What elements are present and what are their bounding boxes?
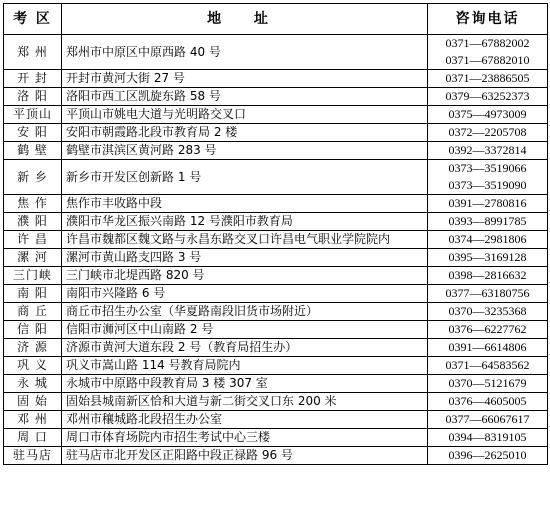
table-row: [4, 411, 548, 429]
table-row: [4, 195, 548, 213]
area-cell: 濮 阳: [4, 213, 62, 231]
phone-number: 0379—63252373: [445, 89, 530, 103]
address-cell: 驻马店市北开发区正阳路中段正禄路 96 号: [62, 447, 428, 465]
area-cell: 漯 河: [4, 249, 62, 267]
area-cell: 开 封: [4, 70, 62, 88]
address-cell: 许昌市魏都区魏文路与永昌东路交叉口许昌电气职业学院院内: [62, 231, 428, 249]
phone-cell: [428, 124, 548, 142]
phone-cell: [428, 70, 548, 88]
header-area: 考 区: [4, 4, 62, 35]
phone-cell: [428, 375, 548, 393]
exam-area-contact-table: [3, 3, 548, 465]
address-cell: 安阳市朝霞路北段市教育局 2 楼: [62, 124, 428, 142]
address-cell: 永城市中原路中段教育局 3 楼 307 室: [62, 375, 428, 393]
header-address: 地 址: [62, 4, 428, 35]
phone-cell: [428, 285, 548, 303]
phone-number: 0396—2625010: [448, 448, 527, 462]
phone-cell: [428, 106, 548, 124]
area-cell: 焦 作: [4, 195, 62, 213]
table-row: [4, 88, 548, 106]
phone-number: 0371—64583562: [445, 358, 530, 372]
table-row: [4, 124, 548, 142]
phone-cell: [428, 195, 548, 213]
area-cell: 许 昌: [4, 231, 62, 249]
phone-number: 0393—8991785: [448, 214, 527, 228]
phone-cell: [428, 267, 548, 285]
phone-number: 0377—66067617: [445, 412, 530, 426]
table-row: [4, 339, 548, 357]
phone-number: 0392—3372814: [448, 143, 527, 157]
area-cell: 鹤 壁: [4, 142, 62, 160]
area-cell: 郑 州: [4, 35, 62, 70]
area-cell: 洛 阳: [4, 88, 62, 106]
phone-cell: [428, 411, 548, 429]
phone-number: 0371—67882010: [445, 53, 530, 67]
header-phone: 咨询电话: [428, 4, 548, 35]
phone-cell: [428, 35, 548, 70]
address-cell: 三门峡市北堤西路 820 号: [62, 267, 428, 285]
address-cell: 商丘市招生办公室（华夏路南段旧货市场附近）: [62, 303, 428, 321]
phone-number: 0391—2780816: [448, 196, 527, 210]
area-cell: 信 阳: [4, 321, 62, 339]
area-cell: 固 始: [4, 393, 62, 411]
table-header-row: [4, 4, 548, 35]
table-row: [4, 321, 548, 339]
table-row: [4, 249, 548, 267]
phone-cell: [428, 88, 548, 106]
area-cell: 永 城: [4, 375, 62, 393]
phone-number: 0376—4605005: [448, 394, 527, 408]
phone-number: 0398—2816632: [448, 268, 527, 282]
phone-cell: [428, 321, 548, 339]
address-cell: 信阳市浉河区中山南路 2 号: [62, 321, 428, 339]
area-cell: 商 丘: [4, 303, 62, 321]
phone-number: 0377—63180756: [445, 286, 530, 300]
phone-cell: [428, 303, 548, 321]
address-cell: 焦作市丰收路中段: [62, 195, 428, 213]
area-cell: 平顶山: [4, 106, 62, 124]
phone-number: 0370—3235368: [448, 304, 527, 318]
address-cell: 濮阳市华龙区振兴南路 12 号濮阳市教育局: [62, 213, 428, 231]
address-cell: 郑州市中原区中原西路 40 号: [62, 35, 428, 70]
phone-cell: [428, 339, 548, 357]
table-row: [4, 142, 548, 160]
address-cell: 固始县城南新区恰和大道与新二街交叉口东 200 米: [62, 393, 428, 411]
area-cell: 南 阳: [4, 285, 62, 303]
address-cell: 济源市黄河大道东段 2 号（教育局招生办）: [62, 339, 428, 357]
phone-cell: [428, 429, 548, 447]
table-row: [4, 106, 548, 124]
phone-number: 0376—6227762: [448, 322, 527, 336]
table-row: [4, 375, 548, 393]
phone-cell: [428, 249, 548, 267]
phone-cell: [428, 393, 548, 411]
table-row: [4, 267, 548, 285]
table-row: [4, 303, 548, 321]
phone-cell: [428, 142, 548, 160]
address-cell: 新乡市开发区创新路 1 号: [62, 160, 428, 195]
table-row: [4, 429, 548, 447]
phone-number: 0370—5121679: [448, 376, 527, 390]
phone-number: 0374—2981806: [448, 232, 527, 246]
area-cell: 邓 州: [4, 411, 62, 429]
area-cell: 济 源: [4, 339, 62, 357]
address-cell: 南阳市兴隆路 6 号: [62, 285, 428, 303]
address-cell: 开封市黄河大街 27 号: [62, 70, 428, 88]
phone-number: 0391—6614806: [448, 340, 527, 354]
area-cell: 安 阳: [4, 124, 62, 142]
address-cell: 巩义市嵩山路 114 号教育局院内: [62, 357, 428, 375]
address-cell: 邓州市穰城路北段招生办公室: [62, 411, 428, 429]
phone-cell: [428, 231, 548, 249]
table-row: [4, 70, 548, 88]
table-row: [4, 231, 548, 249]
address-cell: 漯河市黄山路支四路 3 号: [62, 249, 428, 267]
address-cell: 洛阳市西工区凯旋东路 58 号: [62, 88, 428, 106]
phone-number: 0371—23886505: [445, 71, 530, 85]
address-cell: 周口市体育场院内市招生考试中心三楼: [62, 429, 428, 447]
table-row: [4, 357, 548, 375]
address-cell: 鹤壁市淇滨区黄河路 283 号: [62, 142, 428, 160]
area-cell: 三门峡: [4, 267, 62, 285]
table-row: [4, 447, 548, 465]
area-cell: 驻马店: [4, 447, 62, 465]
phone-number: 0372—2205708: [448, 125, 527, 139]
table-row: [4, 35, 548, 70]
area-cell: 巩 义: [4, 357, 62, 375]
phone-cell: [428, 160, 548, 195]
table-row: [4, 160, 548, 195]
phone-cell: [428, 213, 548, 231]
table-row: [4, 213, 548, 231]
area-cell: 新 乡: [4, 160, 62, 195]
phone-number: 0371—67882002: [445, 36, 530, 50]
table-row: [4, 285, 548, 303]
phone-number: 0375—4973009: [448, 107, 527, 121]
phone-number: 0395—3169128: [448, 250, 527, 264]
phone-number: 0394—8319105: [448, 430, 527, 444]
phone-cell: [428, 447, 548, 465]
phone-number: 0373—3519066: [448, 161, 527, 175]
area-cell: 周 口: [4, 429, 62, 447]
phone-number: 0373—3519090: [448, 178, 527, 192]
table-row: [4, 393, 548, 411]
address-cell: 平顶山市姚电大道与光明路交叉口: [62, 106, 428, 124]
phone-cell: [428, 357, 548, 375]
